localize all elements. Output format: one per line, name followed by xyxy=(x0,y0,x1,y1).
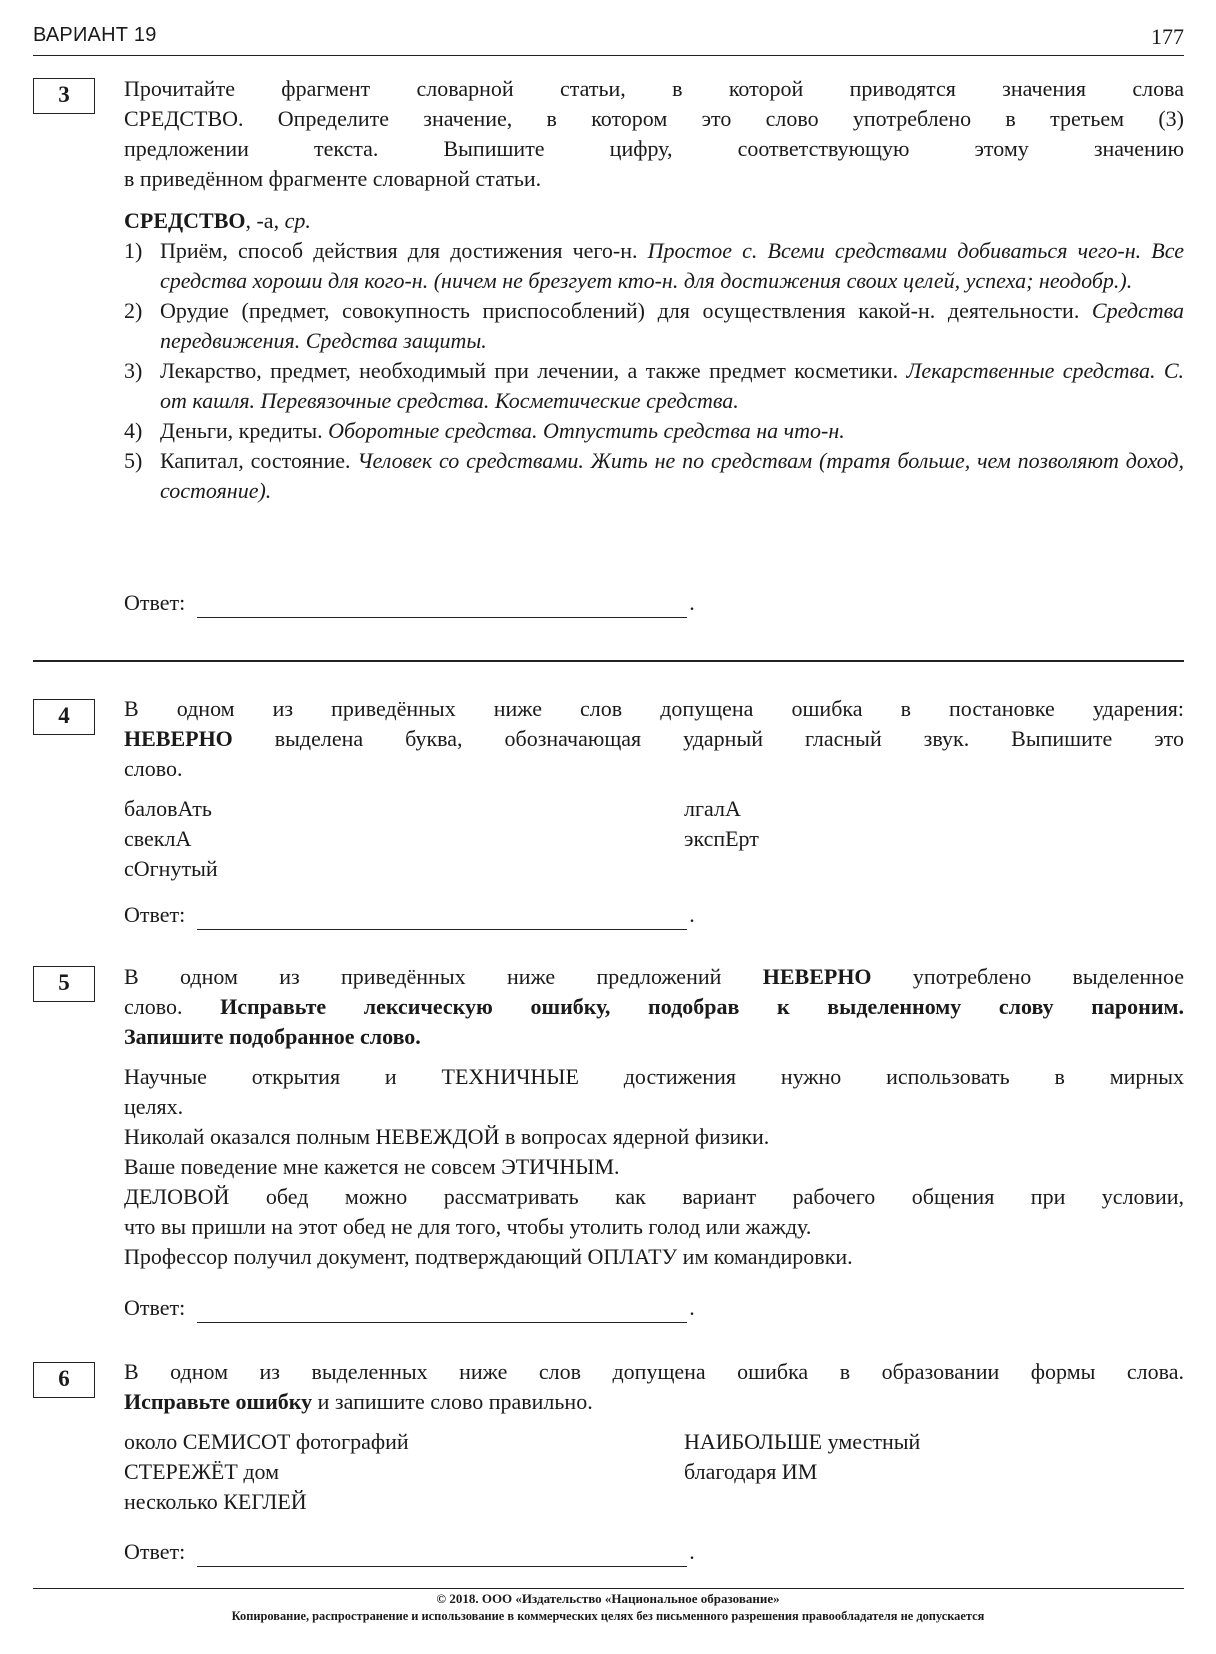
sentence-line: ДЕЛОВОЙ обед можно рассматривать как вариант рабочего общения при условии, xyxy=(124,1184,1184,1209)
definition-number: 3) xyxy=(124,358,143,383)
entry-word: СРЕДСТВО xyxy=(124,208,246,233)
definition-item xyxy=(124,356,1184,416)
answer-label: Ответ: xyxy=(124,1295,186,1320)
sentence-line: целях. xyxy=(124,1094,184,1119)
word-form: НАИБОЛЬШЕ уместный xyxy=(684,1429,921,1454)
task-6-word-list xyxy=(124,1427,1184,1517)
answer-period: . xyxy=(689,902,695,927)
word-form: около СЕМИСОТ фотографий xyxy=(124,1429,409,1454)
task-5-intro-word: слово. xyxy=(124,994,221,1019)
task-5-number-box: 5 xyxy=(33,966,95,1002)
sentence-line: Николай оказался полным НЕВЕЖДОЙ в вопросах ядерной физики. xyxy=(124,1124,770,1149)
task-3-number-box: 3 xyxy=(33,78,95,114)
sentence-line: Научные открытия и ТЕХНИЧНЫЕ достижения нужно использовать в мирных xyxy=(124,1064,1184,1089)
definition-item xyxy=(124,446,1184,506)
definition-item xyxy=(124,296,1184,356)
task-3-intro-line: СРЕДСТВО. Определите значение, в котором это слово употреблено в третьем (3) xyxy=(124,106,1184,131)
task-3-intro-line: предложении текста. Выпишите цифру, соответствующую этому значению xyxy=(124,136,1184,161)
task-4-word-list xyxy=(124,794,1184,884)
task-6-intro-rest: и запишите слово правильно. xyxy=(312,1389,593,1414)
task-4-number-box: 4 xyxy=(33,699,95,735)
word-form: несколько КЕГЛЕЙ xyxy=(124,1489,307,1514)
header-divider xyxy=(33,55,1184,56)
answer-period: . xyxy=(689,1295,695,1320)
task-4-intro-line: В одном из приведённых ниже слов допущена ошибка в постановке ударения: xyxy=(124,696,1184,721)
definition-text: Лекарство, предмет, необходимый при лечении, а также предмет косметики. xyxy=(160,358,907,383)
section-divider xyxy=(33,660,1184,662)
header-variant-title: ВАРИАНТ 19 xyxy=(33,24,157,46)
task-5-answer-field[interactable] xyxy=(197,1300,687,1323)
definition-example: Средства передвижения. Средства защиты. xyxy=(160,298,1184,353)
answer-label: Ответ: xyxy=(124,1539,186,1564)
stress-word: баловАть xyxy=(124,796,212,821)
definition-text: Орудие (предмет, совокупность приспособлений) для осуществления какой-н. деятельности. xyxy=(160,298,1092,323)
entry-gender: ср. xyxy=(284,208,311,233)
stress-word: лгалА xyxy=(684,796,741,821)
task-5-intro-rest: употреблено выделенное xyxy=(871,964,1184,989)
answer-period: . xyxy=(689,590,695,615)
task-4-answer-field[interactable] xyxy=(197,907,687,930)
definition-item xyxy=(124,236,1184,296)
task-6-intro-line: В одном из выделенных ниже слов допущена ошибка в образовании формы слова. xyxy=(124,1359,1184,1384)
definition-number: 1) xyxy=(124,238,143,263)
task-3-intro-line: в приведённом фрагменте словарной статьи. xyxy=(124,166,542,191)
task-3-block xyxy=(124,74,1184,506)
task-4-intro-rest: выделена буква, обозначающая ударный гласный звук. Выпишите это xyxy=(232,726,1184,751)
task-3-intro xyxy=(124,74,1184,194)
word-form: СТЕРЕЖЁТ дом xyxy=(124,1459,280,1484)
sentence-line: что вы пришли на этот обед не для того, чтобы утолить голод или жажду. xyxy=(124,1214,812,1239)
sentence-line: Профессор получил документ, подтверждающий ОПЛАТУ им командировки. xyxy=(124,1244,853,1269)
definition-text: Приём, способ действия для достижения чего-н. xyxy=(160,238,648,263)
task-5-sentences xyxy=(124,1062,1184,1272)
footer-copyright: © 2018. ООО «Издательство «Национальное образование» xyxy=(436,1591,780,1606)
dictionary-entry-headword xyxy=(124,206,1184,236)
definition-number: 4) xyxy=(124,418,143,443)
task-5-answer xyxy=(124,1293,695,1323)
stress-word: экспЕрт xyxy=(684,826,759,851)
definition-number: 5) xyxy=(124,448,143,473)
answer-label: Ответ: xyxy=(124,902,186,927)
footer-legal-notice: Копирование, распространение и использование в коммерческих целях без письменного разрешения правообладателя не допускается xyxy=(231,1609,985,1623)
definition-text: Деньги, кредиты. xyxy=(160,418,329,443)
definition-example: Оборотные средства. Отпустить средства на что-н. xyxy=(328,418,845,443)
footer-divider xyxy=(33,1588,1184,1589)
task-5-instruction-bold: Запишите подобранное слово. xyxy=(124,1024,421,1049)
definition-example: Простое с. Всеми средствами добиваться чего-н. Все средства хороши для кого-н. (ничем не брезгует кто-н. для достижения своих целей, успеха; неодобр.). xyxy=(160,238,1184,293)
task-6-intro-bold: Исправьте ошибку xyxy=(124,1389,313,1414)
entry-suffix: , -а, xyxy=(245,208,285,233)
header-page-number: 177 xyxy=(1151,24,1184,49)
task-3-answer-field[interactable] xyxy=(197,595,687,618)
definition-number: 2) xyxy=(124,298,143,323)
task-5-intro-start: В одном из приведённых ниже предложений xyxy=(124,964,763,989)
task-6-number-box: 6 xyxy=(33,1362,95,1398)
task-4-intro-bold: НЕВЕРНО xyxy=(124,726,233,751)
task-4-answer xyxy=(124,900,695,930)
word-form: благодаря ИМ xyxy=(684,1459,818,1484)
task-4-block xyxy=(124,694,1184,884)
task-6-answer-field[interactable] xyxy=(197,1544,687,1567)
task-3-answer xyxy=(124,588,695,618)
definition-example: Лекарственные средства. С. от кашля. Перевязочные средства. Косметические средства. xyxy=(160,358,1185,413)
definition-item xyxy=(124,416,1184,446)
answer-label: Ответ: xyxy=(124,590,186,615)
task-5-block xyxy=(124,962,1184,1272)
task-5-instruction-bold: Исправьте лексическую ошибку, подобрав к выделенному слову пароним. xyxy=(220,994,1184,1019)
task-6-answer xyxy=(124,1537,695,1567)
definition-text: Капитал, состояние. xyxy=(160,448,358,473)
task-3-intro-line: Прочитайте фрагмент словарной статьи, в которой приводятся значения слова xyxy=(124,76,1184,101)
stress-word: свеклА xyxy=(124,826,192,851)
task-4-intro-line: слово. xyxy=(124,756,183,781)
task-6-block xyxy=(124,1357,1184,1517)
sentence-line: Ваше поведение мне кажется не совсем ЭТИЧНЫМ. xyxy=(124,1154,620,1179)
task-5-intro-bold: НЕВЕРНО xyxy=(762,964,872,989)
answer-period: . xyxy=(689,1539,695,1564)
definition-example: Человек со средствами. Жить не по средствам (тратя больше, чем позволяют доход, состояние). xyxy=(160,448,1184,503)
stress-word: сОгнутый xyxy=(124,856,218,881)
